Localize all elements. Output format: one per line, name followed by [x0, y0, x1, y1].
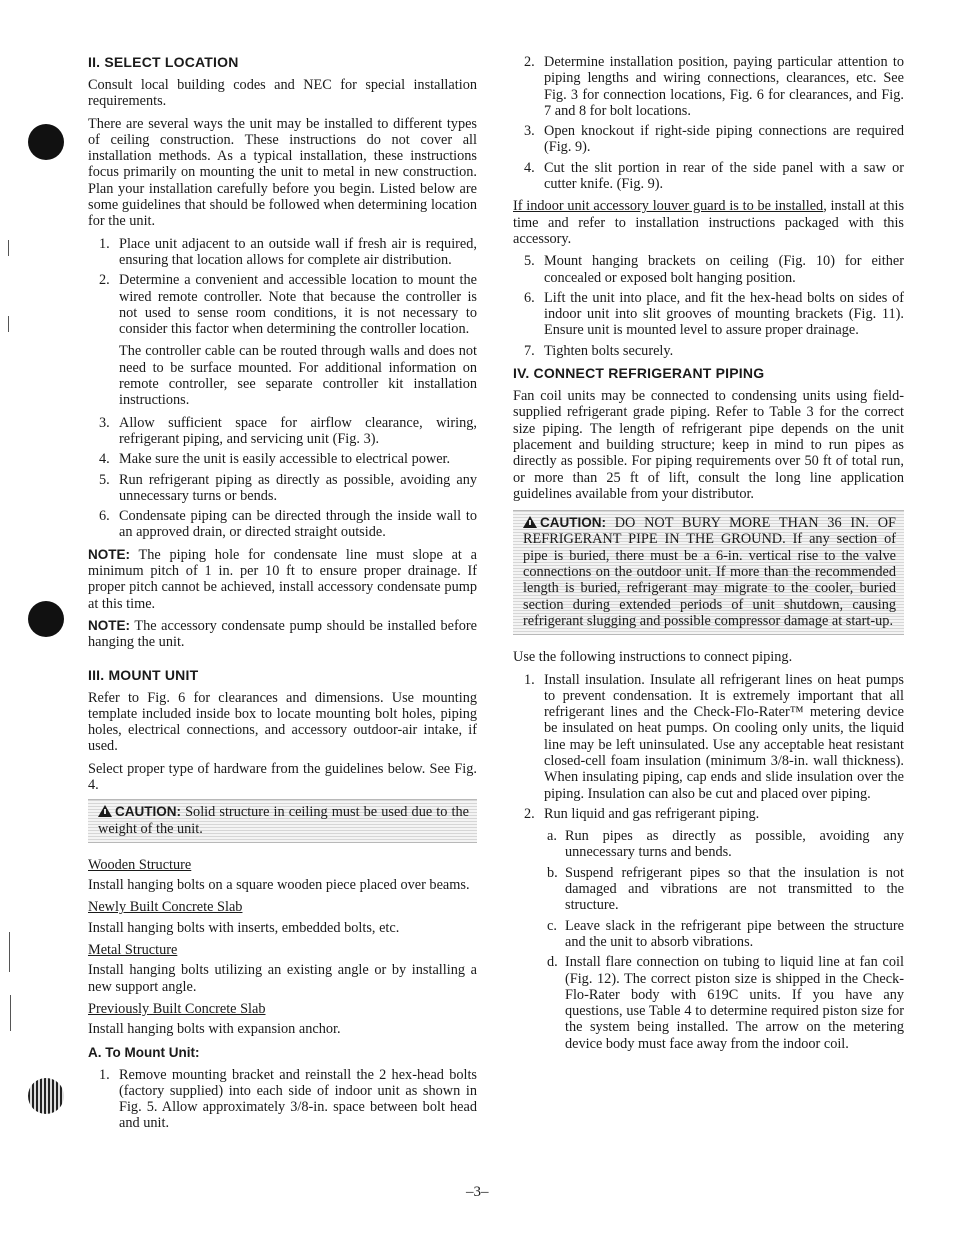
structure-label-wooden: Wooden Structure: [88, 856, 192, 873]
warning-triangle-icon: [523, 516, 537, 528]
caution-box: CAUTION: Solid structure in ceiling must be used due to the weight of the unit.: [88, 799, 477, 843]
list-item: 6. Lift the unit into place, and fit the hex-head bolts on sides of indoor unit into slit grooves of mounting brackets (Fig. 11). Ensure unit is mounted level to assure proper drainage.: [524, 289, 904, 339]
paragraph: Fan coil units may be connected to condensing units using field-supplied refrigerant grade piping. Refer to Table 3 for the correct size piping. The length of refrigerant pipe depends on the unit placement and building structure; keep in mind to run pipes as directly as possible. For piping requirements over 50 ft of total run, or more than 25 ft of lift, consult the long line application guidelines available from your distributor.: [513, 388, 904, 502]
list-item: 1. Remove mounting bracket and reinstall the 2 hex-head bolts (factory supplied) into each side of indoor unit as shown in Fig. 5. Allow approximately 3/8-in. space between bolt head and unit.: [99, 1066, 477, 1132]
list-item: 1. Place unit adjacent to an outside wall if fresh air is required, ensuring that location allows for complete air distribution.: [99, 235, 477, 268]
louver-guard-paragraph: If indoor unit accessory louver guard is to be installed, install at this time and refer to installation instructions packaged with this accessory.: [513, 198, 905, 247]
paragraph: Refer to Fig. 6 for clearances and dimensions. Use mounting template included inside box to locate mounting bolt holes, piping holes, electrical connections, and accessory outdoor-air intake, if used.: [88, 689, 477, 755]
location-guidelines-list: [88, 236, 477, 338]
paragraph: Install hanging bolts with inserts, embedded bolts, etc.: [88, 919, 400, 936]
list-item: a. Run pipes as directly as possible, avoiding any unnecessary turns and bends.: [547, 828, 904, 861]
mount-steps-list: [88, 1067, 477, 1132]
scan-edge-mark: [9, 932, 10, 972]
right-column: [513, 54, 904, 1058]
list-item: 7. Tighten bolts securely.: [524, 342, 674, 359]
binder-hole-bottom: [28, 1078, 64, 1114]
structure-label-new-concrete: Newly Built Concrete Slab: [88, 899, 243, 916]
list-item: 5. Mount hanging brackets on ceiling (Fig. 10) for either concealed or exposed bolt hanging position.: [524, 253, 904, 286]
subsection-heading-to-mount-unit: A. To Mount Unit:: [88, 1044, 200, 1060]
section-heading-mount-unit: III. MOUNT UNIT: [88, 666, 199, 683]
list-item: 2. Run liquid and gas refrigerant piping.: [524, 805, 760, 822]
page-number: –3–: [466, 1184, 489, 1200]
scan-edge-mark: [10, 995, 11, 1031]
list-item: 6. Condensate piping can be directed through the inside wall to an approved drain, or directed straight outside.: [99, 508, 477, 541]
list-item: b. Suspend refrigerant pipes so that the insulation is not damaged and vibrations are not transmitted to the structure.: [547, 864, 904, 914]
list-item: 1. Install insulation. Insulate all refrigerant lines on heat pumps to prevent condensation. It is extremely important that all refrigerant lines and the Check-Flo-Rater™ metering device be insulated on heat pumps. On cooling only units, the liquid line may be left uninsulated. Use any acceptable heat resistant closed-cell foam insulation (minimum 3/8-in. wall thickness). When insulating piping, cap ends and slide insulation over the piping. Insulation can also be cut and placed over piping.: [524, 671, 904, 802]
location-guidelines-list-continued: [88, 415, 477, 541]
list-item: d. Install flare connection on tubing to liquid line at fan coil (Fig. 12). The correct piston size is shipped in the Check-Flo-Rater body with 619C units. If you have any questions, use Table 4 to determine required piston size for the system being installed. The arrow on the metering device body must face away from the indoor coil.: [547, 954, 904, 1052]
list-item: 2. Determine a convenient and accessible location to mount the wired remote controller. Note that because the controller is not used to sense room conditions, it is not necessary to consider this factor when determining the controller location.: [99, 272, 477, 338]
structure-label-metal: Metal Structure: [88, 942, 178, 959]
list-item: c. Leave slack in the refrigerant pipe between the structure and the unit to absorb vibrations.: [547, 917, 904, 950]
list-item: 3. Open knockout if right-side piping connections are required (Fig. 9).: [524, 123, 904, 156]
paragraph: Install hanging bolts utilizing an existing angle or by installing a new support angle.: [88, 962, 477, 995]
mount-steps-list-continued: [513, 54, 904, 192]
list-item: 4. Make sure the unit is easily accessible to electrical power.: [99, 451, 451, 468]
paragraph: Use the following instructions to connect piping.: [513, 649, 793, 666]
mount-steps-list-final: [513, 253, 904, 359]
list-item: 5. Run refrigerant piping as directly as possible, avoiding any unnecessary turns or bends.: [99, 471, 477, 504]
list-item: 3. Allow sufficient space for airflow clearance, wiring, refrigerant piping, and servicing unit (Fig. 3).: [99, 414, 477, 447]
list-item: 2. Determine installation position, paying particular attention to piping lengths and wiring connections, clearances, etc. See Fig. 3 for connection locations, Fig. 6 for clearances, and Fig. 7 and 8 for bolt locations.: [524, 54, 904, 119]
note-paragraph: NOTE: The piping hole for condensate line must slope at a minimum pitch of 1 in. per 10 ft to ensure proper drainage. If proper pitch cannot be achieved, install accessory condensate pump at this time.: [88, 546, 477, 612]
section-heading-select-location: II. SELECT LOCATION: [88, 54, 239, 70]
section-heading-connect-refrigerant-piping: IV. CONNECT REFRIGERANT PIPING: [513, 365, 765, 382]
piping-steps-list: [513, 672, 904, 823]
caution-box: CAUTION: DO NOT BURY MORE THAN 36 IN. OF REFRIGERANT PIPE IN THE GROUND. If any section of pipe is buried, there must be a 6-in. vertical rise to the valve connections on the outdoor unit. If more than the recommended length is buried, refrigerant may migrate to the cooler, buried section during extended periods of unit shutdown, causing refrigerant slugging and possible compressor damage at start-up.: [513, 510, 904, 635]
list-item: 4. Cut the slit portion in rear of the side panel with a saw or cutter knife. (Fig. 9).: [524, 159, 904, 193]
piping-substeps-list: [513, 828, 904, 1052]
paragraph: Install hanging bolts on a square wooden piece placed over beams.: [88, 877, 470, 894]
paragraph: Install hanging bolts with expansion anchor.: [88, 1021, 341, 1038]
paragraph: Consult local building codes and NEC for special installation requirements.: [88, 77, 477, 110]
note-paragraph: NOTE: The accessory condensate pump should be installed before hanging the unit.: [88, 617, 477, 651]
paragraph: The controller cable can be routed through walls and does not need to be surface mounted. For additional information on remote controller, see separate controller kit installation instructions.: [119, 343, 477, 409]
paragraph: There are several ways the unit may be installed to different types of ceiling construction. These instructions do not cover all installation methods. As a typical installation, these instructions focus primarily on mounting the unit to metal in new construction. Plan your installation carefully before you begin. Listed below are some guidelines that should be followed when determining location for the unit.: [88, 115, 477, 230]
scan-edge-mark: [8, 316, 9, 332]
paragraph: Select proper type of hardware from the guidelines below. See Fig. 4.: [88, 760, 477, 793]
binder-hole-middle: [28, 601, 64, 637]
binder-hole-top: [28, 124, 64, 160]
structure-label-previous-concrete: Previously Built Concrete Slab: [88, 1000, 266, 1017]
scan-edge-mark: [8, 240, 9, 256]
left-column: [88, 54, 477, 1138]
warning-triangle-icon: [98, 805, 112, 817]
